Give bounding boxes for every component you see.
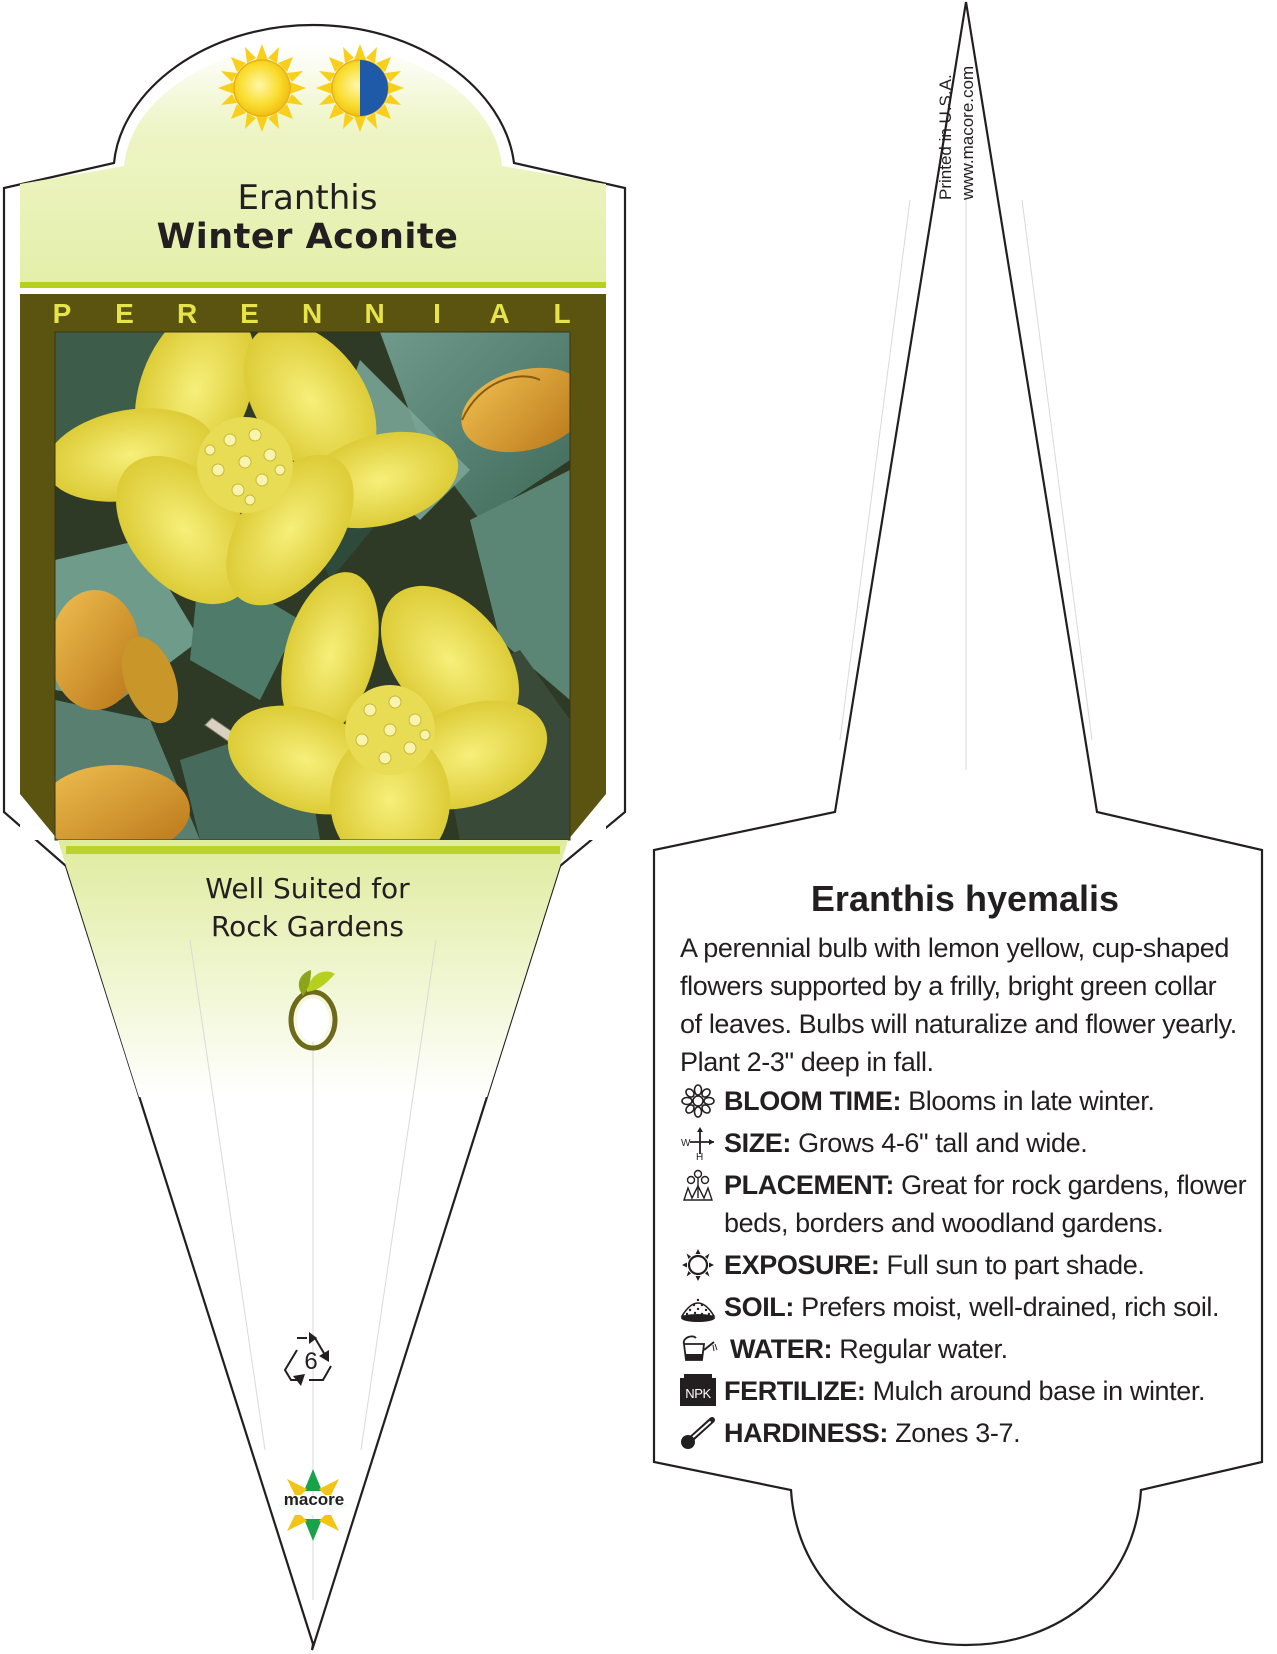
detail-label: SIZE: [724, 1128, 792, 1158]
common-genus: Eranthis [237, 178, 378, 218]
printed-line: Printed in U.S.A. [936, 74, 955, 200]
category-label [52, 298, 572, 330]
category-letter: E [240, 298, 259, 329]
detail-row-hardiness [680, 1414, 1260, 1452]
category-letter: P [52, 298, 72, 329]
category-letter: R [177, 298, 198, 329]
flower-icon [678, 1084, 718, 1118]
detail-row-water [680, 1330, 1260, 1368]
npk-text: NPK [685, 1386, 711, 1401]
detail-label: EXPOSURE: [724, 1250, 880, 1280]
placement-icon [678, 1168, 718, 1202]
part-sun-icon [316, 44, 404, 132]
detail-row-size [680, 1124, 1260, 1162]
soil-icon [678, 1290, 718, 1324]
detail-value: Mulch around base in winter. [865, 1376, 1206, 1406]
detail-label: BLOOM TIME: [724, 1086, 902, 1116]
recycle-code: 6 [304, 1348, 318, 1375]
detail-value: Prefers moist, well-drained, rich soil. [794, 1292, 1220, 1322]
category-letter: N [302, 298, 323, 329]
detail-row-bloom-time [680, 1082, 1260, 1120]
detail-row-placement [680, 1166, 1260, 1242]
sun-outline-icon [678, 1248, 718, 1282]
detail-row-soil [680, 1288, 1260, 1326]
size-arrows-icon [678, 1126, 718, 1160]
tagline-line: Rock Gardens [210, 910, 405, 943]
watering-can-icon [678, 1332, 718, 1366]
species-name: Eranthis hyemalis [810, 878, 1120, 919]
brand-name: macore [283, 1490, 345, 1509]
printer-credit [935, 66, 979, 200]
category-letter: L [553, 298, 571, 329]
common-name: Winter Aconite [156, 217, 459, 257]
detail-value: Grows 4-6" tall and wide. [791, 1128, 1088, 1158]
detail-label: FERTILIZE: [724, 1376, 866, 1406]
category-letter: A [489, 298, 510, 329]
tagline-line: Well Suited for [205, 872, 410, 905]
category-letter: I [433, 298, 441, 329]
detail-label: HARDINESS: [724, 1418, 889, 1448]
detail-label: PLACEMENT: [724, 1170, 894, 1200]
flower-photo [38, 287, 598, 870]
size-h-letter: H [696, 1152, 703, 1160]
description: A perennial bulb with lemon yellow, cup-shaped flowers supported by a frilly, bright green collar of leaves. Bulbs will naturalize and flower yearly. Plant 2-3" deep in fall. [680, 933, 1237, 1077]
detail-row-exposure [680, 1246, 1260, 1284]
tagline [20, 870, 595, 946]
thermometer-icon [678, 1416, 718, 1450]
detail-value: Regular water. [832, 1334, 1008, 1364]
detail-label: SOIL: [724, 1292, 794, 1322]
detail-value: Zones 3-7. [888, 1418, 1021, 1448]
printed-url: www.macore.com [958, 65, 977, 200]
npk-icon [678, 1374, 718, 1408]
detail-label: WATER: [730, 1334, 833, 1364]
detail-value: Blooms in late winter. [901, 1086, 1155, 1116]
category-letter: E [115, 298, 134, 329]
category-letter: N [364, 298, 385, 329]
detail-row-fertilize [680, 1372, 1260, 1410]
detail-value: Full sun to part shade. [879, 1250, 1145, 1280]
full-sun-icon [218, 44, 306, 132]
size-w-letter: W [681, 1138, 691, 1149]
detail-value: Great for rock gardens, flower beds, borders and woodland gardens. [724, 1170, 1247, 1238]
